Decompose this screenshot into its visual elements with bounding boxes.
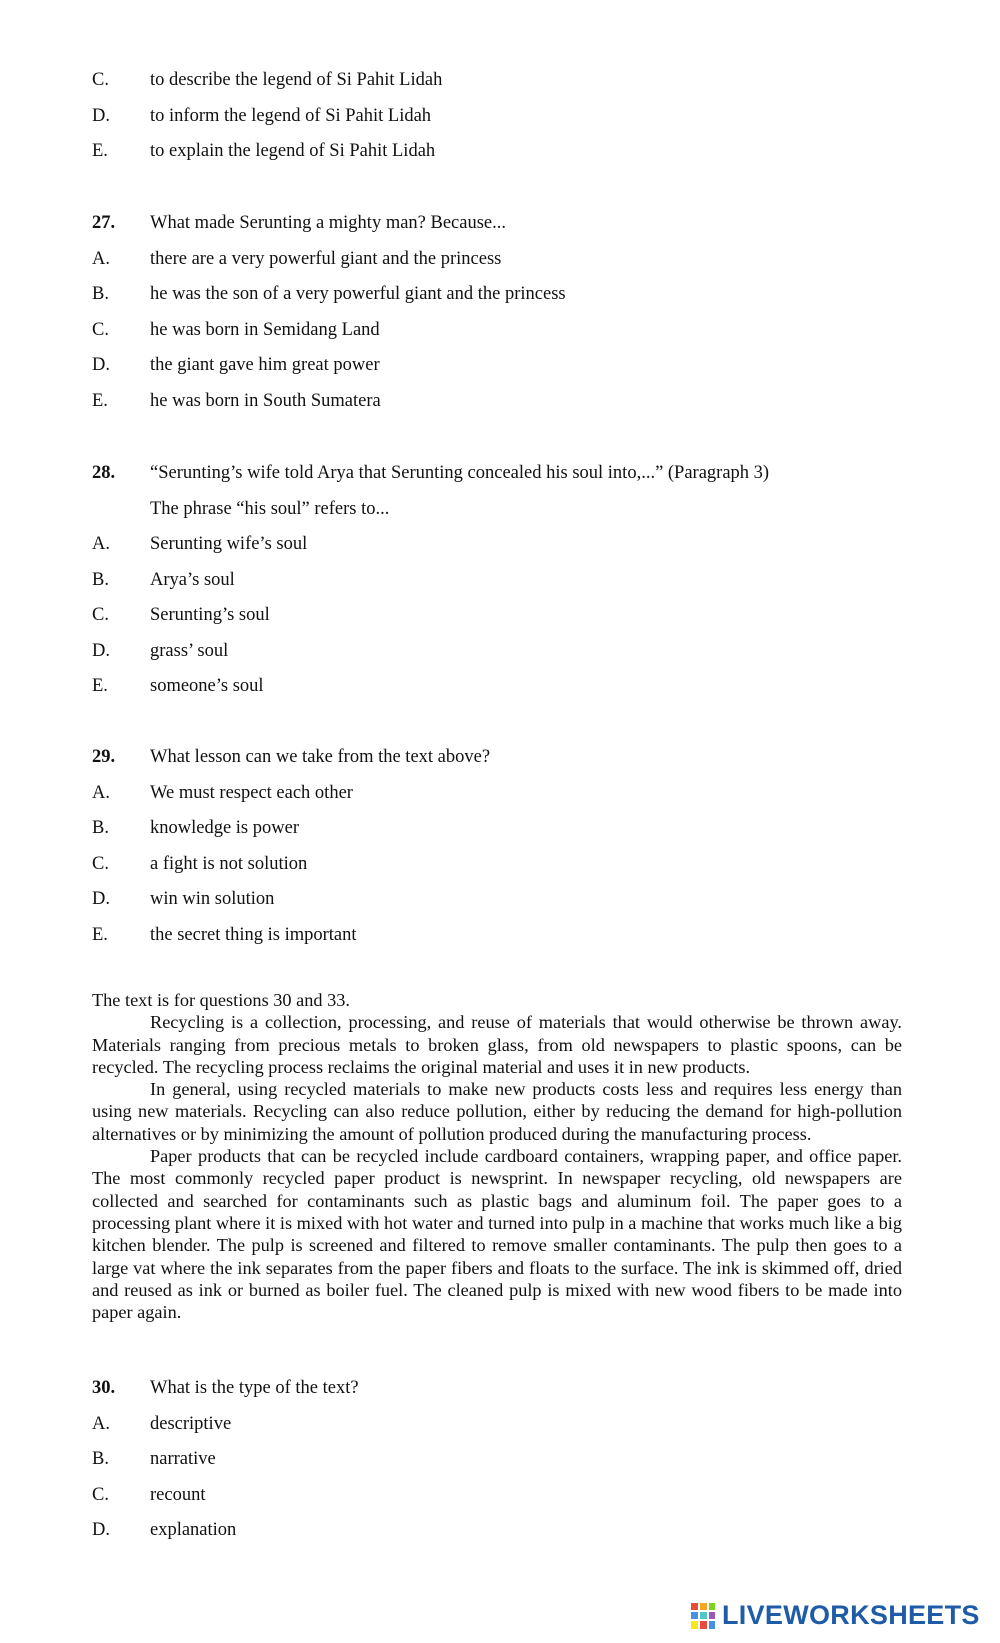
q29-option-e[interactable]	[92, 924, 902, 960]
option-letter: B.	[92, 1449, 109, 1469]
option-text: narrative	[150, 1449, 216, 1469]
option-letter: D.	[92, 1520, 110, 1540]
q29-option-d[interactable]	[92, 888, 902, 924]
q26-option-e[interactable]	[92, 140, 902, 176]
option-text: he was born in South Sumatera	[150, 390, 381, 411]
option-letter: C.	[92, 319, 109, 340]
option-letter: D.	[92, 105, 110, 126]
passage-intro: The text is for questions 30 and 33.	[92, 990, 350, 1010]
option-letter: A.	[92, 248, 110, 269]
option-letter: B.	[92, 818, 109, 838]
option-letter: D.	[92, 640, 110, 661]
q27-option-a[interactable]	[92, 248, 902, 284]
question-30	[92, 1377, 902, 1555]
passage-paragraph-1: Recycling is a collection, processing, and reuse of materials that would otherwise be thrown away. Materials ranging from precious metals to broken glass, from old newspapers to plastic spoons, can be recycled. The recycling process reclaims the original material and uses it in new products.	[92, 1012, 902, 1077]
q28-option-b[interactable]	[92, 569, 902, 605]
question-text: What lesson can we take from the text above?	[150, 747, 491, 767]
option-letter: E.	[92, 390, 108, 411]
option-letter: C.	[92, 70, 109, 90]
q29-option-c[interactable]	[92, 853, 902, 889]
q29-option-b[interactable]	[92, 817, 902, 853]
logo-text: LIVEWORKSHEETS	[722, 1600, 980, 1630]
option-text: win win solution	[150, 889, 275, 909]
option-letter: E.	[92, 141, 108, 161]
q29-option-a[interactable]	[92, 782, 902, 818]
option-text: there are a very powerful giant and the princess	[150, 248, 502, 269]
q28-option-c[interactable]	[92, 604, 902, 640]
option-letter: A.	[92, 782, 110, 803]
q27-option-e[interactable]	[92, 390, 902, 426]
question-stem	[92, 1377, 902, 1413]
option-text: the secret thing is important	[150, 924, 357, 945]
question-number: 27.	[92, 213, 116, 233]
option-text: explanation	[150, 1520, 237, 1540]
q26-option-d[interactable]	[92, 105, 902, 141]
option-text: the giant gave him great power	[150, 355, 380, 375]
option-letter: A.	[92, 1413, 110, 1434]
option-text: a fight is not solution	[150, 853, 308, 874]
option-letter: E.	[92, 924, 108, 945]
option-text: We must respect each other	[150, 782, 353, 803]
question-number: 29.	[92, 747, 116, 767]
question-stem	[92, 212, 902, 248]
option-letter: A.	[92, 534, 110, 554]
option-text: he was born in Semidang Land	[150, 319, 380, 340]
option-text: grass’ soul	[150, 640, 229, 661]
q27-option-d[interactable]	[92, 354, 902, 390]
q28-option-a[interactable]	[92, 533, 902, 569]
question-text: What made Serunting a mighty man? Because...	[150, 213, 507, 233]
question-stem	[92, 746, 902, 782]
option-letter: D.	[92, 355, 110, 375]
q28-option-e[interactable]	[92, 675, 902, 711]
q28-option-d[interactable]	[92, 640, 902, 676]
q30-option-b[interactable]	[92, 1448, 902, 1484]
option-text: Serunting’s soul	[150, 605, 270, 625]
q27-option-b[interactable]	[92, 283, 902, 319]
question-stem-line2	[92, 498, 902, 534]
option-text: someone’s soul	[150, 676, 264, 696]
option-letter: C.	[92, 605, 109, 625]
option-text: to inform the legend of Si Pahit Lidah	[150, 105, 432, 126]
option-letter: B.	[92, 284, 109, 304]
q30-option-a[interactable]	[92, 1413, 902, 1449]
option-letter: C.	[92, 1484, 109, 1505]
question-number: 30.	[92, 1378, 116, 1398]
question-28	[92, 462, 902, 711]
option-text: Arya’s soul	[150, 569, 235, 590]
option-text: to describe the legend of Si Pahit Lidah	[150, 70, 443, 90]
question-29	[92, 746, 902, 959]
question-stem	[92, 462, 902, 498]
option-text: he was the son of a very powerful giant and the princess	[150, 284, 566, 304]
option-letter: D.	[92, 889, 110, 909]
question-text: What is the type of the text?	[150, 1378, 359, 1398]
reading-passage	[92, 989, 902, 1323]
question-text: “Serunting’s wife told Arya that Serunting concealed his soul into,...” (Paragraph 3)	[150, 463, 770, 483]
option-letter: E.	[92, 676, 108, 696]
q30-option-d[interactable]	[92, 1519, 902, 1555]
liveworksheets-logo[interactable]	[690, 1600, 980, 1631]
q26-option-c[interactable]	[92, 69, 902, 105]
option-letter: B.	[92, 569, 109, 590]
passage-paragraph-3: Paper products that can be recycled include cardboard containers, wrapping paper, and office paper. The most commonly recycled paper product is newsprint. In newspaper recycling, old newspapers are collected and searched for contaminants such as plastic bags and aluminum foil. The paper goes to a processing plant where it is mixed with hot water and turned into pulp in a machine that works much like a big kitchen blender. The pulp is screened and filtered to remove smaller contaminants. The pulp then goes to a large vat where the ink separates from the paper fibers and floats to the surface. The ink is skimmed off, dried and reused as ink or burned as boiler fuel. The cleaned pulp is mixed with new wood fibers to be made into paper again.	[92, 1146, 902, 1323]
passage-paragraph-2: In general, using recycled materials to make new products costs less and requires less energy than using new materials. Recycling can also reduce pollution, either by reducing the demand for high-pollution alternatives or by minimizing the amount of pollution produced during the manufacturing process.	[92, 1079, 902, 1144]
q30-option-c[interactable]	[92, 1484, 902, 1520]
option-text: recount	[150, 1484, 206, 1505]
question-27	[92, 212, 902, 425]
option-text: knowledge is power	[150, 818, 299, 838]
question-26-options	[92, 69, 902, 176]
option-text: Serunting wife’s soul	[150, 534, 308, 554]
q27-option-c[interactable]	[92, 319, 902, 355]
option-text: descriptive	[150, 1413, 232, 1434]
option-text: to explain the legend of Si Pahit Lidah	[150, 141, 436, 161]
liveworksheets-logo-icon	[690, 1602, 716, 1630]
option-letter: C.	[92, 853, 109, 874]
question-text-line2: The phrase “his soul” refers to...	[150, 498, 390, 519]
question-number: 28.	[92, 463, 116, 483]
